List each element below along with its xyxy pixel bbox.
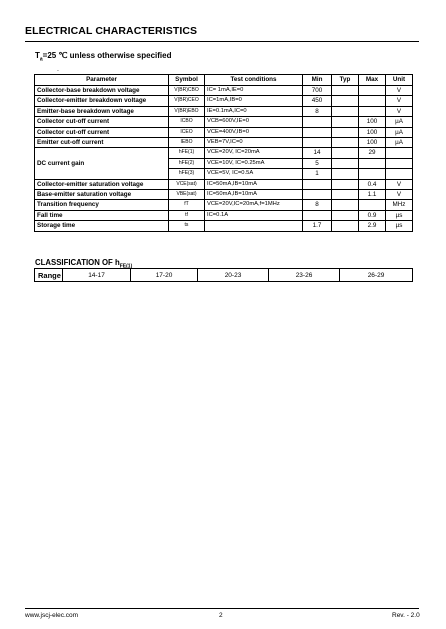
table-row	[35, 96, 413, 106]
parameter-cell: Emitter cut-off current	[35, 138, 169, 148]
condition-cell: VCE=400V,IB=0	[205, 127, 303, 137]
typ-cell	[332, 221, 359, 231]
parameter-cell: Emitter-base breakdown voltage	[35, 106, 169, 116]
max-cell	[359, 169, 386, 179]
condition-cell: IC=50mA,IB=10mA	[205, 179, 303, 189]
max-cell	[359, 106, 386, 116]
stray-dot: .	[57, 66, 59, 73]
symbol-cell: IEBO	[169, 138, 205, 148]
symbol-cell: ICBO	[169, 117, 205, 127]
symbol-cell: fT	[169, 200, 205, 210]
min-cell	[303, 210, 332, 220]
header-typ: Typ	[332, 75, 359, 86]
max-cell	[359, 200, 386, 210]
range-cell: 14-17	[63, 269, 131, 282]
min-cell: 700	[303, 86, 332, 96]
condition-cell: VEB=7V,IC=0	[205, 138, 303, 148]
min-cell: 8	[303, 106, 332, 116]
typ-cell	[332, 158, 359, 168]
typ-cell	[332, 169, 359, 179]
typ-cell	[332, 117, 359, 127]
table-row	[35, 210, 413, 220]
unit-cell: µA	[386, 138, 413, 148]
symbol-cell: ICEO	[169, 127, 205, 137]
range-cell: 20-23	[198, 269, 269, 282]
classification-table	[34, 268, 413, 282]
parameter-cell: DC current gain	[35, 148, 169, 179]
title-divider	[25, 41, 419, 42]
max-cell: 100	[359, 138, 386, 148]
unit-cell	[386, 169, 413, 179]
table-row	[35, 148, 413, 158]
typ-cell	[332, 138, 359, 148]
typ-cell	[332, 190, 359, 200]
parameter-cell: Base-emitter saturation voltage	[35, 190, 169, 200]
symbol-cell: V(BR)EBO	[169, 106, 205, 116]
min-cell	[303, 179, 332, 189]
condition-cell: VCB=600V,IE=0	[205, 117, 303, 127]
table-row	[35, 179, 413, 189]
condition-cell: IC= 1mA,IE=0	[205, 86, 303, 96]
min-cell: 5	[303, 158, 332, 168]
unit-cell: µs	[386, 210, 413, 220]
table-row	[35, 200, 413, 210]
classification-title-text: CLASSIFICATION OF h	[35, 258, 120, 267]
unit-cell: V	[386, 190, 413, 200]
range-cell: 26-29	[340, 269, 413, 282]
condition-cell: IC=0.1A	[205, 210, 303, 220]
condition-text: =25 ℃ unless otherwise specified	[42, 51, 172, 60]
max-cell: 1.1	[359, 190, 386, 200]
condition-cell: VCE=20V, IC=20mA	[205, 148, 303, 158]
page-number: 2	[219, 612, 223, 619]
revision: Rev. - 2.0	[392, 612, 420, 619]
symbol-cell: hFE(1)	[169, 148, 205, 158]
symbol-cell: hFE(3)	[169, 169, 205, 179]
condition-cell: IC=50mA,IB=10mA	[205, 190, 303, 200]
typ-cell	[332, 200, 359, 210]
parameter-cell: Collector cut-off current	[35, 127, 169, 137]
max-cell: 29	[359, 148, 386, 158]
section-title: ELECTRICAL CHARACTERISTICS	[25, 25, 198, 37]
typ-cell	[332, 179, 359, 189]
header-test-conditions: Test conditions	[205, 75, 303, 86]
table-row	[35, 106, 413, 116]
typ-cell	[332, 127, 359, 137]
table-row	[35, 138, 413, 148]
typ-cell	[332, 106, 359, 116]
range-cell: 23-26	[269, 269, 340, 282]
table-row	[35, 86, 413, 96]
test-condition	[35, 51, 171, 63]
unit-cell	[386, 158, 413, 168]
condition-prefix: T	[35, 51, 40, 60]
typ-cell	[332, 210, 359, 220]
min-cell: 1	[303, 169, 332, 179]
max-cell	[359, 96, 386, 106]
symbol-cell: VBE(sat)	[169, 190, 205, 200]
symbol-cell: hFE(2)	[169, 158, 205, 168]
unit-cell: µs	[386, 221, 413, 231]
symbol-cell: V(BR)CEO	[169, 96, 205, 106]
unit-cell: V	[386, 106, 413, 116]
electrical-characteristics-table	[34, 74, 413, 232]
classification-title-sub: FE(1)	[119, 263, 133, 270]
condition-cell	[205, 221, 303, 231]
parameter-cell: Fall time	[35, 210, 169, 220]
max-cell	[359, 86, 386, 96]
min-cell	[303, 127, 332, 137]
unit-cell	[386, 148, 413, 158]
header-symbol: Symbol	[169, 75, 205, 86]
symbol-cell: tf	[169, 210, 205, 220]
max-cell: 2.9	[359, 221, 386, 231]
footer-website: www.jscj-elec.com	[25, 612, 79, 619]
parameter-cell: Storage time	[35, 221, 169, 231]
min-cell	[303, 190, 332, 200]
parameter-cell: Collector-emitter breakdown voltage	[35, 96, 169, 106]
parameter-cell: Collector cut-off current	[35, 117, 169, 127]
condition-cell: VCE=5V, IC=0.5A	[205, 169, 303, 179]
condition-cell: VCE=10V, IC=0.25mA	[205, 158, 303, 168]
min-cell: 14	[303, 148, 332, 158]
typ-cell	[332, 86, 359, 96]
max-cell	[359, 158, 386, 168]
condition-cell: IC=1mA,IB=0	[205, 96, 303, 106]
max-cell: 100	[359, 127, 386, 137]
header-parameter: Parameter	[35, 75, 169, 86]
unit-cell: MHz	[386, 200, 413, 210]
parameter-cell: Transition frequency	[35, 200, 169, 210]
symbol-cell: ts	[169, 221, 205, 231]
max-cell: 0.4	[359, 179, 386, 189]
footer-divider	[25, 608, 419, 609]
unit-cell: V	[386, 86, 413, 96]
table-header-row	[35, 75, 413, 86]
max-cell: 100	[359, 117, 386, 127]
range-label: Range	[35, 269, 63, 282]
symbol-cell: V(BR)CBO	[169, 86, 205, 96]
parameter-cell: Collector-base breakdown voltage	[35, 86, 169, 96]
table-row	[35, 117, 413, 127]
min-cell: 450	[303, 96, 332, 106]
header-max: Max	[359, 75, 386, 86]
table-row	[35, 190, 413, 200]
typ-cell	[332, 148, 359, 158]
unit-cell: V	[386, 179, 413, 189]
typ-cell	[332, 96, 359, 106]
condition-cell: VCE=20V,IC=20mA,f=1MHz	[205, 200, 303, 210]
unit-cell: µA	[386, 117, 413, 127]
header-unit: Unit	[386, 75, 413, 86]
max-cell: 0.9	[359, 210, 386, 220]
range-cell: 17-20	[131, 269, 198, 282]
min-cell: 1.7	[303, 221, 332, 231]
unit-cell: V	[386, 96, 413, 106]
condition-cell: IE=0.1mA,IC=0	[205, 106, 303, 116]
min-cell	[303, 138, 332, 148]
condition-sub: a	[39, 56, 43, 63]
table-row	[35, 127, 413, 137]
table-row	[35, 221, 413, 231]
header-min: Min	[303, 75, 332, 86]
unit-cell: µA	[386, 127, 413, 137]
min-cell	[303, 117, 332, 127]
min-cell: 8	[303, 200, 332, 210]
symbol-cell: VCE(sat)	[169, 179, 205, 189]
parameter-cell: Collector-emitter saturation voltage	[35, 179, 169, 189]
classification-row	[35, 269, 413, 282]
